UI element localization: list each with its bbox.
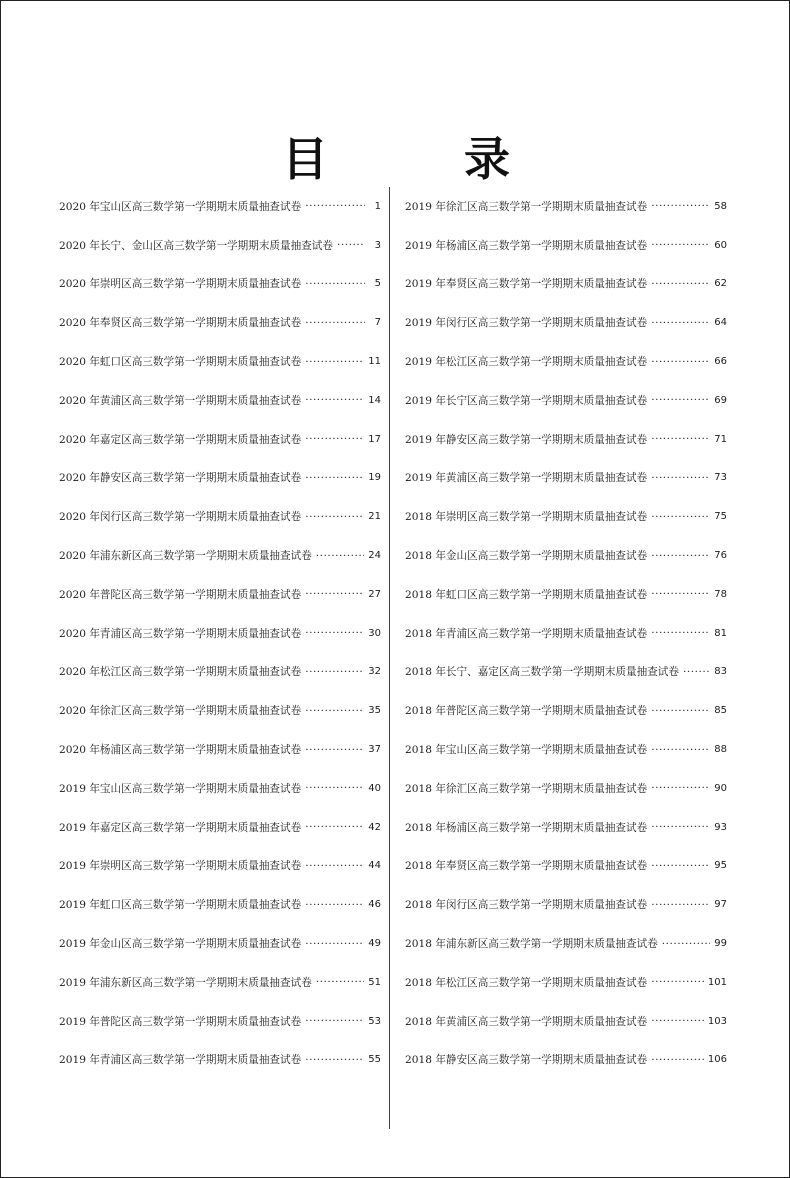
toc-entry[interactable] <box>59 303 381 342</box>
toc-entry[interactable] <box>405 691 727 730</box>
dot-leader <box>651 744 710 756</box>
toc-entry[interactable] <box>405 381 727 420</box>
dot-leader <box>305 1054 364 1066</box>
dot-leader <box>651 821 710 833</box>
toc-entry[interactable] <box>405 420 727 459</box>
toc-entry-page-number: 1 <box>374 200 381 212</box>
dot-leader <box>651 1054 704 1066</box>
toc-entry-title: 2020 年松江区高三数学第一学期期末质量抽查试卷 <box>59 666 302 679</box>
toc-entry-title: 2018 年黄浦区高三数学第一学期期末质量抽查试卷 <box>405 1015 648 1028</box>
toc-entry-title: 2018 年徐汇区高三数学第一学期期末质量抽查试卷 <box>405 782 648 795</box>
dot-leader <box>305 860 364 872</box>
toc-entry[interactable] <box>405 497 727 536</box>
dot-leader <box>651 472 710 484</box>
toc-entry-page-number: 62 <box>714 278 727 290</box>
toc-entry-page-number: 78 <box>714 588 727 600</box>
toc-entry-title: 2019 年静安区高三数学第一学期期末质量抽查试卷 <box>405 433 648 446</box>
dot-leader <box>651 200 710 212</box>
toc-entry-title: 2018 年青浦区高三数学第一学期期末质量抽查试卷 <box>405 627 648 640</box>
toc-entry[interactable] <box>59 963 381 1002</box>
toc-entry[interactable] <box>59 575 381 614</box>
toc-entry[interactable] <box>405 1002 727 1041</box>
toc-entry[interactable] <box>405 847 727 886</box>
toc-entry[interactable] <box>59 420 381 459</box>
dot-leader <box>651 550 710 562</box>
toc-entry-title: 2020 年普陀区高三数学第一学期期末质量抽查试卷 <box>59 588 302 601</box>
toc-entry[interactable] <box>405 187 727 226</box>
dot-leader <box>305 433 364 445</box>
dot-leader <box>305 744 364 756</box>
toc-entry-page-number: 5 <box>374 278 381 290</box>
toc-entry[interactable] <box>59 808 381 847</box>
dot-leader <box>305 938 364 950</box>
toc-entry[interactable] <box>59 187 381 226</box>
toc-entry-title: 2018 年宝山区高三数学第一学期期末质量抽查试卷 <box>405 744 648 757</box>
toc-entry-page-number: 93 <box>714 821 727 833</box>
toc-entry-page-number: 3 <box>374 239 381 251</box>
toc-entry[interactable] <box>59 459 381 498</box>
toc-entry-title: 2019 年浦东新区高三数学第一学期期末质量抽查试卷 <box>59 976 312 989</box>
dot-leader <box>305 356 364 368</box>
toc-entry-title: 2020 年嘉定区高三数学第一学期期末质量抽查试卷 <box>59 433 302 446</box>
dot-leader <box>651 433 710 445</box>
toc-entry-page-number: 64 <box>714 317 727 329</box>
dot-leader <box>305 472 364 484</box>
toc-entry[interactable] <box>405 536 727 575</box>
toc-entry-page-number: 51 <box>368 976 381 988</box>
toc-entry-page-number: 53 <box>368 1015 381 1027</box>
column-divider <box>389 187 390 1129</box>
dot-leader <box>651 705 710 717</box>
toc-entry-page-number: 95 <box>714 860 727 872</box>
toc-entry-page-number: 81 <box>714 627 727 639</box>
dot-leader <box>305 588 364 600</box>
toc-entry[interactable] <box>405 342 727 381</box>
toc-entry-title: 2020 年静安区高三数学第一学期期末质量抽查试卷 <box>59 472 302 485</box>
toc-entry[interactable] <box>405 614 727 653</box>
toc-entry-title: 2019 年闵行区高三数学第一学期期末质量抽查试卷 <box>405 317 648 330</box>
toc-entry-page-number: 60 <box>714 239 727 251</box>
toc-entry[interactable] <box>405 653 727 692</box>
toc-entry-page-number: 71 <box>714 433 727 445</box>
toc-entry-page-number: 24 <box>368 550 381 562</box>
toc-entry[interactable] <box>405 924 727 963</box>
toc-entry-title: 2020 年宝山区高三数学第一学期期末质量抽查试卷 <box>59 200 302 213</box>
toc-entry-title: 2019 年崇明区高三数学第一学期期末质量抽查试卷 <box>59 860 302 873</box>
toc-entry-title: 2018 年奉贤区高三数学第一学期期末质量抽查试卷 <box>405 860 648 873</box>
toc-entry-page-number: 40 <box>368 782 381 794</box>
toc-entry-title: 2018 年杨浦区高三数学第一学期期末质量抽查试卷 <box>405 821 648 834</box>
toc-entry-page-number: 85 <box>714 705 727 717</box>
dot-leader <box>305 705 364 717</box>
dot-leader <box>651 356 710 368</box>
toc-entry[interactable] <box>405 575 727 614</box>
toc-entry-page-number: 66 <box>714 356 727 368</box>
toc-entry-title: 2020 年崇明区高三数学第一学期期末质量抽查试卷 <box>59 278 302 291</box>
dot-leader <box>316 976 364 988</box>
toc-entry-title: 2019 年黄浦区高三数学第一学期期末质量抽查试卷 <box>405 472 648 485</box>
dot-leader <box>305 1015 364 1027</box>
toc-entry-title: 2019 年奉贤区高三数学第一学期期末质量抽查试卷 <box>405 278 648 291</box>
dot-leader <box>305 200 365 212</box>
toc-entry[interactable] <box>59 342 381 381</box>
toc-entry-page-number: 46 <box>368 899 381 911</box>
dot-leader <box>651 976 704 988</box>
toc-entry-page-number: 11 <box>368 356 381 368</box>
toc-entry[interactable] <box>405 265 727 304</box>
dot-leader <box>305 511 364 523</box>
dot-leader <box>305 821 364 833</box>
toc-entry-page-number: 30 <box>368 627 381 639</box>
toc-column-right <box>405 187 727 1079</box>
dot-leader <box>651 782 710 794</box>
toc-entry-title: 2019 年徐汇区高三数学第一学期期末质量抽查试卷 <box>405 200 648 213</box>
dot-leader <box>662 938 710 950</box>
toc-entry-page-number: 58 <box>714 200 727 212</box>
toc-entry-title: 2020 年青浦区高三数学第一学期期末质量抽查试卷 <box>59 627 302 640</box>
toc-entry[interactable] <box>405 885 727 924</box>
toc-entry-title: 2018 年浦东新区高三数学第一学期期末质量抽查试卷 <box>405 938 658 951</box>
toc-entry-page-number: 21 <box>368 511 381 523</box>
toc-entry[interactable] <box>59 265 381 304</box>
dot-leader <box>651 899 710 911</box>
dot-leader <box>683 666 710 678</box>
toc-entry[interactable] <box>405 769 727 808</box>
dot-leader <box>305 782 364 794</box>
dot-leader <box>651 239 710 251</box>
toc-entry[interactable] <box>59 691 381 730</box>
toc-entry[interactable] <box>405 226 727 265</box>
toc-entry-page-number: 83 <box>714 666 727 678</box>
page-title: 目 录 <box>281 132 570 186</box>
toc-entry-page-number: 32 <box>368 666 381 678</box>
toc-entry-page-number: 99 <box>714 938 727 950</box>
toc-entry-page-number: 69 <box>714 394 727 406</box>
toc-entry[interactable] <box>405 963 727 1002</box>
toc-entry-title: 2020 年长宁、金山区高三数学第一学期期末质量抽查试卷 <box>59 239 333 252</box>
toc-entry-page-number: 27 <box>368 588 381 600</box>
toc-entry[interactable] <box>59 924 381 963</box>
toc-entry[interactable] <box>59 847 381 886</box>
toc-entry-title: 2019 年普陀区高三数学第一学期期末质量抽查试卷 <box>59 1015 302 1028</box>
toc-entry-title: 2019 年青浦区高三数学第一学期期末质量抽查试卷 <box>59 1054 302 1067</box>
toc-entry-title: 2020 年虹口区高三数学第一学期期末质量抽查试卷 <box>59 356 302 369</box>
dot-leader <box>305 278 365 290</box>
toc-entry-title: 2019 年金山区高三数学第一学期期末质量抽查试卷 <box>59 938 302 951</box>
toc-entry[interactable] <box>405 1041 727 1080</box>
toc-entry-title: 2020 年闵行区高三数学第一学期期末质量抽查试卷 <box>59 511 302 524</box>
dot-leader <box>651 317 710 329</box>
toc-entry-page-number: 103 <box>707 1015 727 1027</box>
toc-entry-page-number: 101 <box>707 976 727 988</box>
dot-leader <box>305 666 364 678</box>
dot-leader <box>651 860 710 872</box>
dot-leader <box>651 278 710 290</box>
toc-entry-title: 2019 年杨浦区高三数学第一学期期末质量抽查试卷 <box>405 239 648 252</box>
toc-entry-title: 2019 年长宁区高三数学第一学期期末质量抽查试卷 <box>405 394 648 407</box>
toc-entry[interactable] <box>59 769 381 808</box>
dot-leader <box>651 627 710 639</box>
toc-column-left <box>59 187 381 1079</box>
toc-entry[interactable] <box>405 459 727 498</box>
toc-entry-page-number: 14 <box>368 394 381 406</box>
dot-leader <box>651 394 710 406</box>
toc-entry-page-number: 97 <box>714 899 727 911</box>
toc-entry-title: 2018 年长宁、嘉定区高三数学第一学期期末质量抽查试卷 <box>405 666 679 679</box>
dot-leader <box>337 239 365 251</box>
toc-entry-page-number: 35 <box>368 705 381 717</box>
dot-leader <box>305 317 365 329</box>
toc-entry-title: 2020 年奉贤区高三数学第一学期期末质量抽查试卷 <box>59 317 302 330</box>
toc-entry[interactable] <box>59 885 381 924</box>
dot-leader <box>305 899 364 911</box>
toc-entry-title: 2018 年闵行区高三数学第一学期期末质量抽查试卷 <box>405 899 648 912</box>
toc-entry-page-number: 75 <box>714 511 727 523</box>
toc-entry[interactable] <box>405 808 727 847</box>
toc-entry-title: 2018 年静安区高三数学第一学期期末质量抽查试卷 <box>405 1054 648 1067</box>
toc-entry-page-number: 37 <box>368 744 381 756</box>
toc-entry-page-number: 73 <box>714 472 727 484</box>
toc-entry-title: 2018 年金山区高三数学第一学期期末质量抽查试卷 <box>405 550 648 563</box>
toc-entry[interactable] <box>59 497 381 536</box>
dot-leader <box>651 511 710 523</box>
toc-entry-title: 2018 年松江区高三数学第一学期期末质量抽查试卷 <box>405 976 648 989</box>
toc-entry-title: 2019 年嘉定区高三数学第一学期期末质量抽查试卷 <box>59 821 302 834</box>
toc-entry-page-number: 49 <box>368 938 381 950</box>
toc-entry[interactable] <box>405 730 727 769</box>
toc-entry[interactable] <box>59 1041 381 1080</box>
toc-entry-page-number: 76 <box>714 550 727 562</box>
toc-entry-title: 2020 年徐汇区高三数学第一学期期末质量抽查试卷 <box>59 705 302 718</box>
toc-entry-page-number: 90 <box>714 782 727 794</box>
toc-entry-page-number: 17 <box>368 433 381 445</box>
toc-entry[interactable] <box>59 536 381 575</box>
toc-entry-page-number: 88 <box>714 744 727 756</box>
toc-entry[interactable] <box>59 614 381 653</box>
toc-entry[interactable] <box>405 303 727 342</box>
toc-entry-title: 2018 年普陀区高三数学第一学期期末质量抽查试卷 <box>405 705 648 718</box>
toc-entry-page-number: 44 <box>368 860 381 872</box>
toc-entry-page-number: 19 <box>368 472 381 484</box>
toc-entry-title: 2020 年浦东新区高三数学第一学期期末质量抽查试卷 <box>59 550 312 563</box>
toc-entry-title: 2019 年松江区高三数学第一学期期末质量抽查试卷 <box>405 356 648 369</box>
toc-entry-page-number: 7 <box>374 317 381 329</box>
toc-entry[interactable] <box>59 1002 381 1041</box>
toc-entry-title: 2020 年黄浦区高三数学第一学期期末质量抽查试卷 <box>59 394 302 407</box>
toc-entry-page-number: 55 <box>368 1054 381 1066</box>
dot-leader <box>651 588 710 600</box>
toc-entry-title: 2018 年崇明区高三数学第一学期期末质量抽查试卷 <box>405 511 648 524</box>
dot-leader <box>305 394 364 406</box>
toc-entry-title: 2018 年虹口区高三数学第一学期期末质量抽查试卷 <box>405 588 648 601</box>
dot-leader <box>651 1015 704 1027</box>
toc-entry[interactable] <box>59 653 381 692</box>
dot-leader <box>316 550 364 562</box>
toc-entry-title: 2019 年虹口区高三数学第一学期期末质量抽查试卷 <box>59 899 302 912</box>
toc-entry[interactable] <box>59 730 381 769</box>
toc-entry-page-number: 42 <box>368 821 381 833</box>
toc-entry-page-number: 106 <box>707 1054 727 1066</box>
toc-entry[interactable] <box>59 226 381 265</box>
toc-entry-title: 2020 年杨浦区高三数学第一学期期末质量抽查试卷 <box>59 744 302 757</box>
toc-entry-title: 2019 年宝山区高三数学第一学期期末质量抽查试卷 <box>59 782 302 795</box>
toc-entry[interactable] <box>59 381 381 420</box>
dot-leader <box>305 627 364 639</box>
